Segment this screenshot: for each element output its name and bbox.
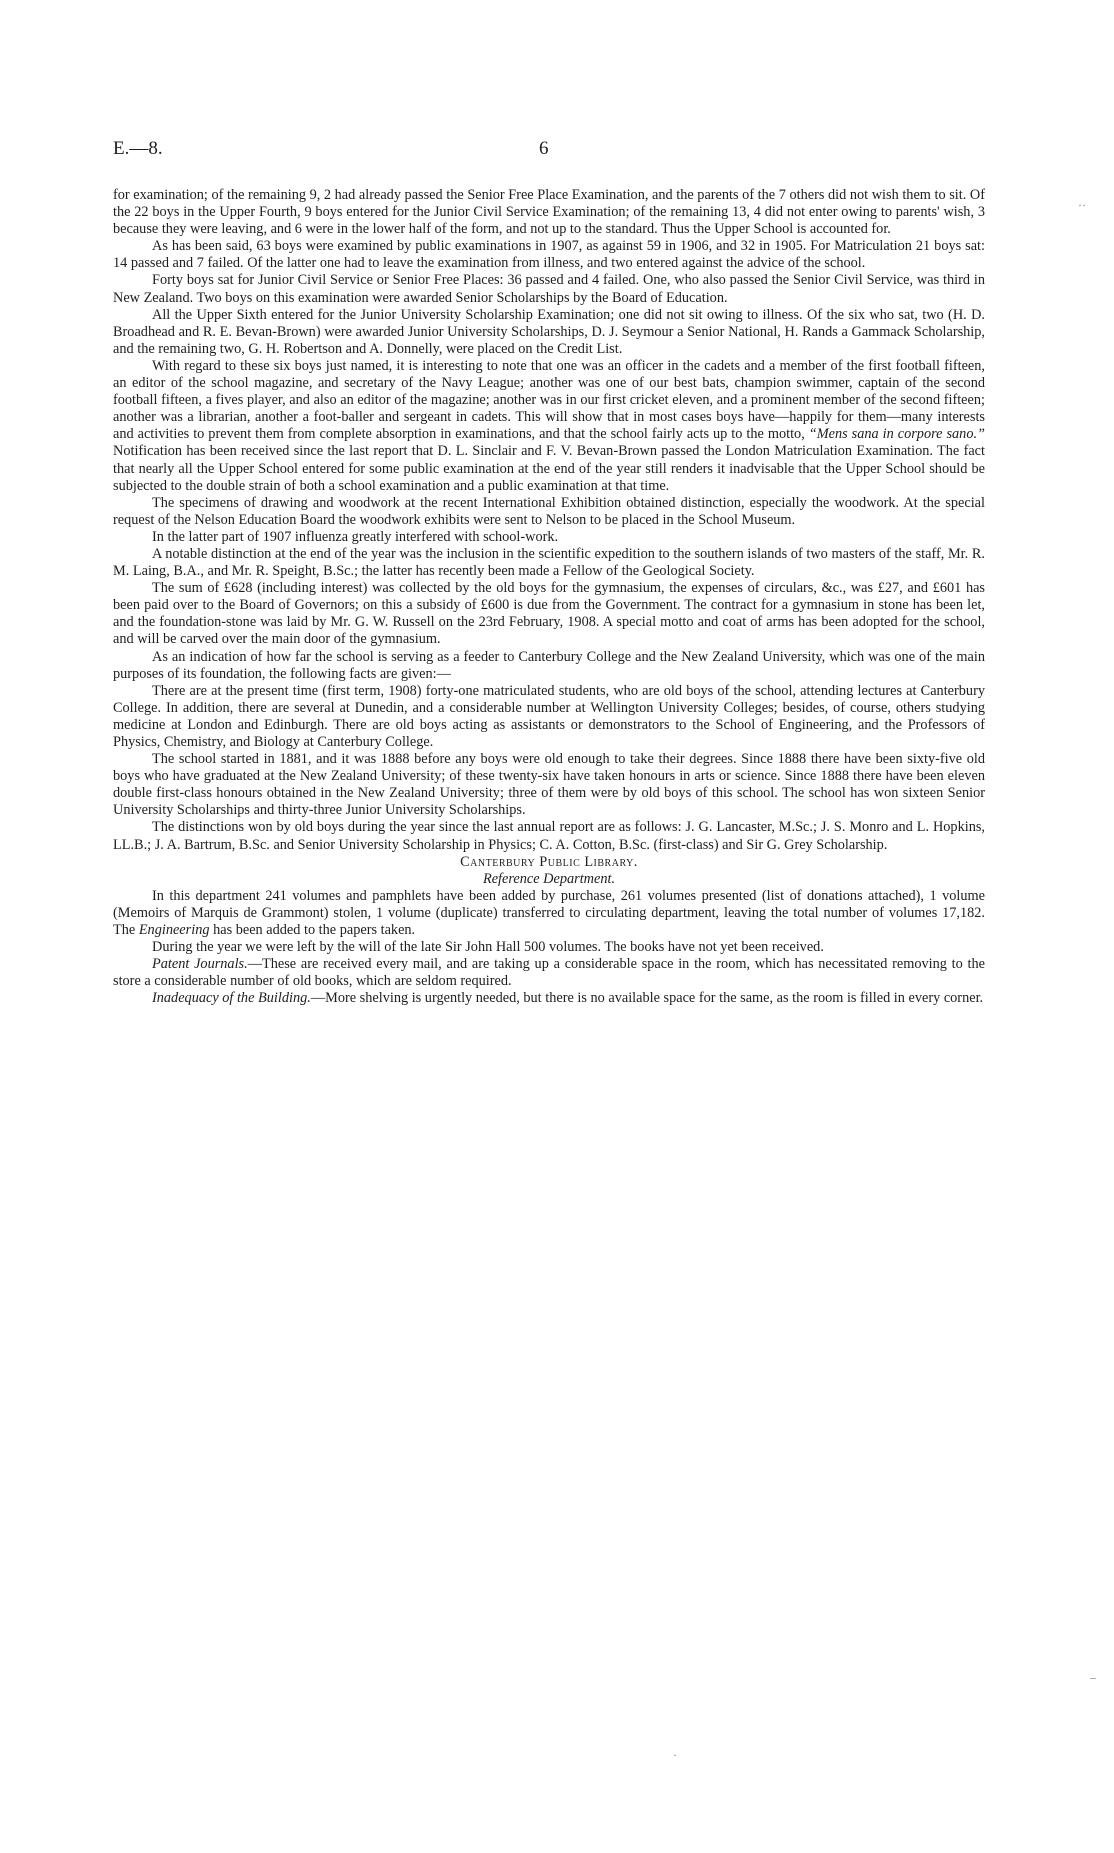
paragraph-scholarships: All the Upper Sixth entered for the Junior University Scholarship Examination; one did not sit owing to illness. Of the six who sat, two (H. D. Broadhead and R. E. Bevan-Brown) were awarded Junior University Scholarships, D. J. Seymour a Senior National, H. Rands a Gammack Scholarship, and the remaining two, G. H. Robertson and A. Donnelly, were placed on the Credit List. bbox=[113, 306, 985, 357]
inadequacy-text: —More shelving is urgently needed, but there is no available space for the same, as the room is filled in every corner. bbox=[310, 990, 984, 1007]
paragraph-exhibition: The specimens of drawing and woodwork at the recent International Exhibition obtained distinction, especially the woodwork. At the special request of the Nelson Education Board the woodwork exhibits were sent to Nelson to be placed in the School Museum. bbox=[113, 494, 985, 528]
page-number: 6 bbox=[539, 138, 549, 159]
reference-additions-part-1: In this department 241 volumes and pamphlets have been added by purchase, 261 volumes presented (list of donations attached), 1 volume (Memoirs of Marquis de Grammont) stolen, 1 volume (duplicate) transferred to circulating department, leaving the total number of volumes 17,182. The bbox=[113, 887, 985, 939]
speck-mark: · bbox=[673, 1748, 677, 1762]
paragraph-influenza: In the latter part of 1907 influenza greatly interfered with school-work. bbox=[152, 528, 559, 545]
patent-journals-text: —These are received every mail, and are taking up a considerable space in the room, which has necessitated removing to the store a considerable number of old books, which are seldom required. bbox=[113, 956, 985, 990]
paragraph-bequest: During the year we were left by the will of the late Sir John Hall 500 volumes. The books have not yet been received. bbox=[152, 939, 824, 956]
paragraph-gymnasium: The sum of £628 (including interest) was collected by the old boys for the gymnasium, the expenses of circulars, &c., was £27, and £601 has been paid over to the Board of Governors; on this a subsidy of £600 is due from the Government. The contract for a gymnasium in stone has been let, and the foundation-stone was laid by Mr. G. W. Russell on the 23rd February, 1908. A special motto and coat of arms has been adopted for the school, and will be carved over the main door of the gymnasium. bbox=[113, 580, 985, 648]
section-heading: Canterbury Public Library. bbox=[460, 853, 638, 870]
paragraph-six-boys-part-1: With regard to these six boys just named, it is interesting to note that one was an officer in the cadets and a member of the first football fifteen, an editor of the school magazine, and secretary of the Navy League; another was one of our best bats, champion swimmer, captain of the second football fifteen, a fives player, and also an editor of the magazine; another was in our first cricket eleven, and a prominent member of the second fifteen; another was a librarian, another a foot-baller and sergeant in cadets. This will show that in most cases boys have—happily for them—many interests and activities to prevent them from complete absorption in examinations, and that the school fairly acts up to the motto, bbox=[113, 357, 985, 443]
patent-journals-label: Patent Journals. bbox=[152, 956, 248, 973]
page-header bbox=[113, 138, 993, 166]
paragraph-six-boys-part-2: Notification has been received since the last report that D. L. Sinclair and F. V. Bevan-Brown passed the London Matriculation Examination. The fact that nearly all the Upper School entered for some public examination at the end of the year still renders it inadvisable that the Upper School should be subjected to the double strain of both a school examination and a public examination at that time. bbox=[113, 443, 985, 494]
margin-dots: ·· bbox=[1078, 198, 1086, 212]
paragraph-expedition: A notable distinction at the end of the year was the inclusion in the scientific expedition to the southern islands of two masters of the staff, Mr. R. M. Laing, B.A., and Mr. R. Speight, B.Sc.; the latter has recently been made a Fellow of the Geological Society. bbox=[113, 545, 985, 580]
paragraph-patent-journals bbox=[113, 956, 985, 990]
margin-dash: – bbox=[1090, 1670, 1096, 1684]
reference-additions-part-2: has been added to the papers taken. bbox=[209, 922, 416, 939]
paragraph-reference-additions bbox=[113, 888, 985, 939]
school-motto: “Mens sana in corpore sano.” bbox=[808, 426, 985, 443]
paragraph-feeder: As an indication of how far the school is serving as a feeder to Canterbury College and the New Zealand University, which was one of the main purposes of its foundation, the following facts are given:— bbox=[113, 648, 985, 682]
paragraph-students: There are at the present time (first term, 1908) forty-one matriculated students, who are old boys of the school, attending lectures at Canterbury College. In addition, there are several at Dunedin, and a considerable number at Wellington University Colleges; besides, of course, others studying medicine at London and Edinburgh. There are old boys acting as assistants or demonstrators to the School of Engineering, and the Professors of Physics, Chemistry, and Biology at Canterbury College. bbox=[113, 682, 985, 750]
body-text bbox=[113, 187, 985, 1008]
paragraph-distinctions: The distinctions won by old boys during the year since the last annual report are as follows: J. G. Lancaster, M.Sc.; J. S. Monro and L. Hopkins, LL.B.; J. A. Bartrum, B.Sc. and Senior University Scholarship in Physics; C. A. Cotton, B.Sc. (first-class) and Sir G. Grey Scholarship. bbox=[113, 819, 985, 853]
paragraph-examinations: As has been said, 63 boys were examined by public examinations in 1907, as against 59 in 1906, and 32 in 1905. For Matriculation 21 boys sat: 14 passed and 7 failed. Of the latter one had to leave the examination from illness, and two entered against the advice of the school. bbox=[113, 238, 985, 272]
document-reference: E.—8. bbox=[113, 138, 163, 159]
paragraph-inadequacy bbox=[113, 990, 985, 1007]
paragraph-degrees: The school started in 1881, and it was 1888 before any boys were old enough to take their degrees. Since 1888 there have been sixty-five old boys who have graduated at the New Zealand University; of these twenty-six have taken honours in arts or science. Since 1888 there have been eleven double first-class honours obtained in the New Zealand University; three of them were by old boys of this school. The school has won sixteen Senior University Scholarships and thirty-three Junior University Scholarships. bbox=[113, 751, 985, 819]
section-subheading: Reference Department. bbox=[482, 870, 616, 887]
paragraph-six-boys bbox=[113, 358, 985, 495]
paragraph-civil-service: Forty boys sat for Junior Civil Service or Senior Free Places: 36 passed and 4 failed. One, who also passed the Senior Civil Service, was third in New Zealand. Two boys on this examination were awarded Senior Scholarships by the Board of Education. bbox=[113, 272, 985, 306]
paragraph-continuation: for examination; of the remaining 9, 2 had already passed the Senior Free Place Examination, and the parents of the 7 others did not wish them to sit. Of the 22 boys in the Upper Fourth, 9 boys entered for the Junior Civil Service Examination; of the remaining 13, 4 did not enter owing to parents' wish, 3 because they were leaving, and 6 were in the lower half of the form, and not up to the standard. Thus the Upper School is accounted for. bbox=[113, 187, 985, 238]
engineering-title: Engineering bbox=[138, 922, 210, 939]
inadequacy-label: Inadequacy of the Building. bbox=[152, 990, 311, 1007]
